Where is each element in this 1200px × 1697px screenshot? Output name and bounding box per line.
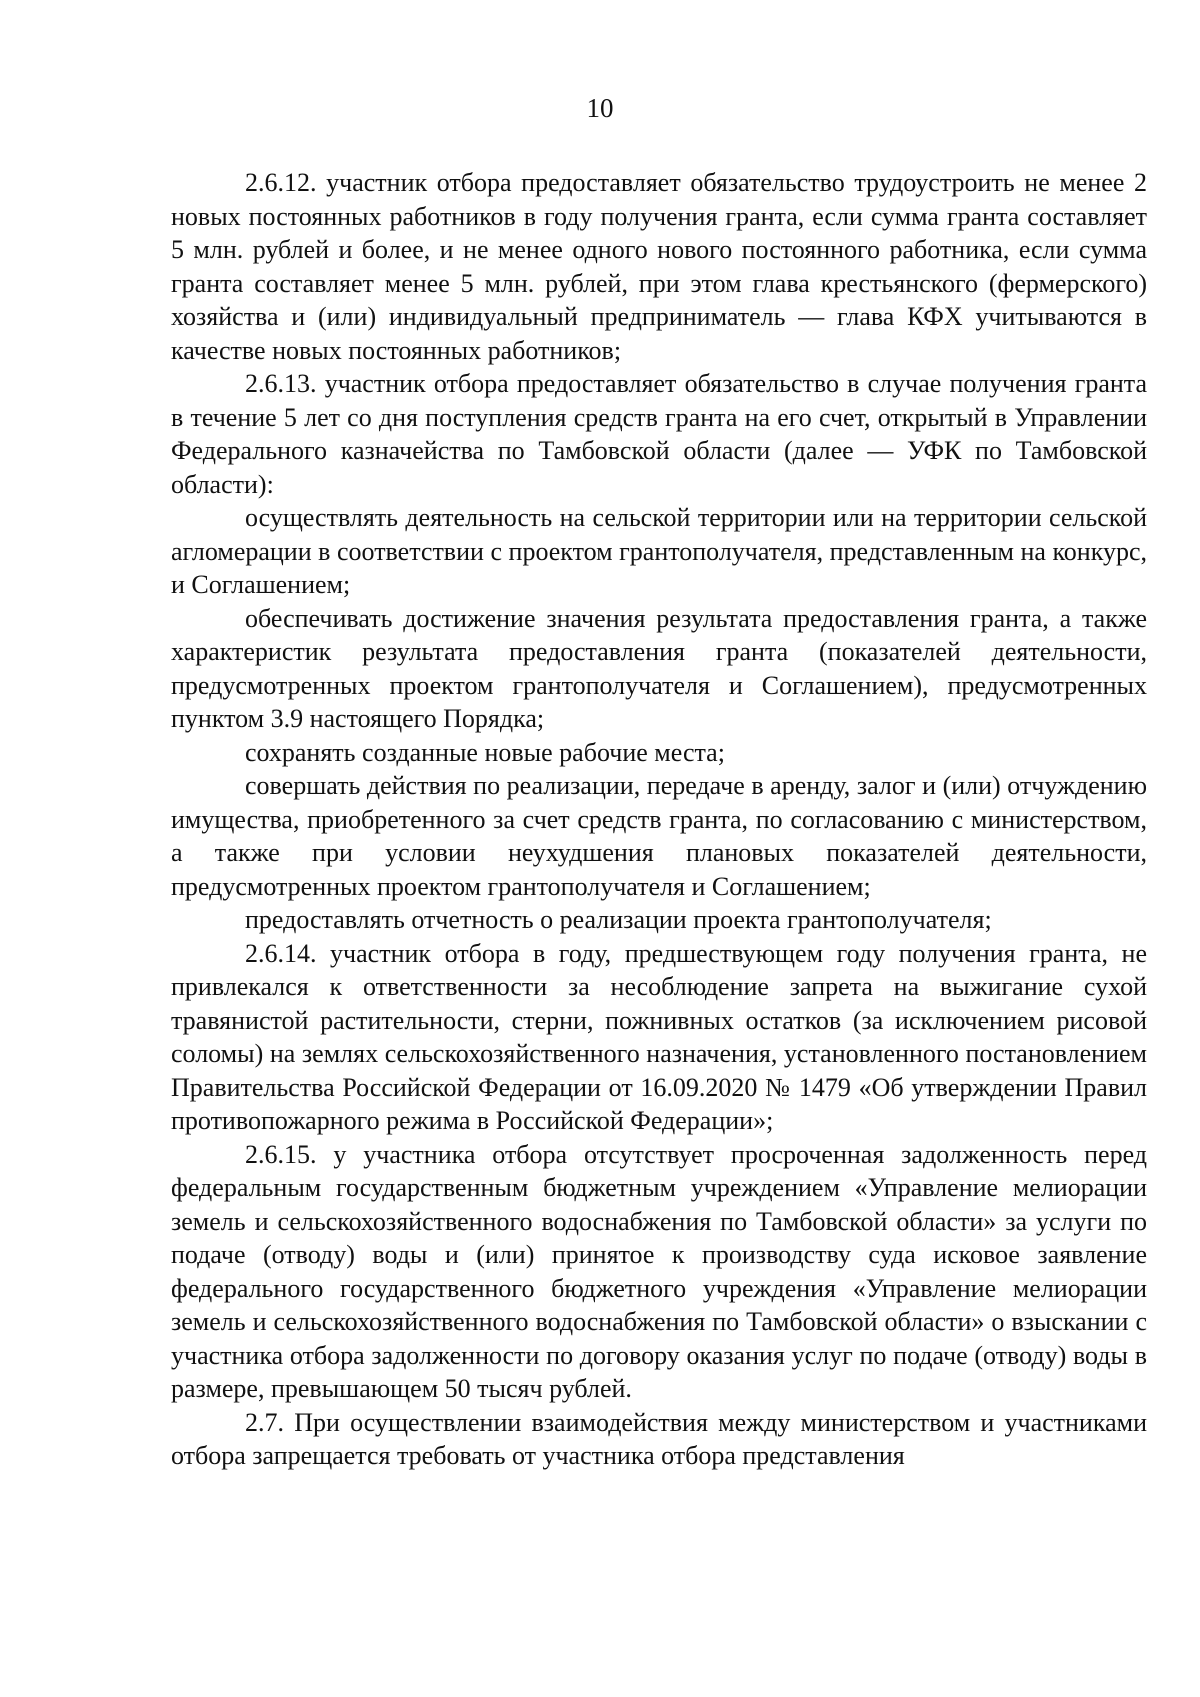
paragraph: 2.7. При осуществлении взаимодействия между министерством и участниками отбора запрещается требовать от участника отбора представления	[171, 1407, 1147, 1470]
paragraph: 2.6.15. у участника отбора отсутствует просроченная задолженность перед федеральным государственным бюджетным учреждением «Управление мелиорации земель и сельскохозяйственного водоснабжения по Тамбовской области» за услуги по подаче (отводу) воды и (или) принятое к производству суда исковое заявление федерального государственного бюджетного учреждения «Управление мелиорации земель и сельскохозяйственного водоснабжения по Тамбовской области» о взыскании с участника отбора задолженности по договору оказания услуг по подаче (отводу) воды в размере, превышающем 50 тысяч рублей.	[171, 1139, 1147, 1403]
paragraph: сохранять созданные новые рабочие места;	[245, 737, 725, 767]
paragraph: совершать действия по реализации, передаче в аренду, залог и (или) отчуждению имущества, приобретенного за счет средств гранта, по согласованию с министерством, а также при условии неухудшения плановых показателей деятельности, предусмотренных проектом грантополучателя и Соглашением;	[171, 771, 1147, 901]
paragraph: 2.6.12. участник отбора предоставляет обязательство трудоустроить не менее 2 новых постоянных работников в году получения гранта, если сумма гранта составляет 5 млн. рублей и более, и не менее одного нового постоянного работника, если сумма гранта составляет менее 5 млн. рублей, при этом глава крестьянского (фермерского) хозяйства и (или) индивидуальный предприниматель — глава КФХ учитываются в качестве новых постоянных работников;	[171, 168, 1147, 365]
paragraph: обеспечивать достижение значения результата предоставления гранта, а также характеристик результата предоставления гранта (показателей деятельности, предусмотренных проектом грантополучателя и Соглашением), предусмотренных пунктом 3.9 настоящего Порядка;	[171, 603, 1147, 733]
paragraph: осуществлять деятельность на сельской территории или на территории сельской агломерации в соответствии с проектом грантополучателя, представленным на конкурс, и Соглашением;	[171, 503, 1147, 599]
document-body	[171, 166, 1147, 1473]
paragraph: 2.6.14. участник отбора в году, предшествующем году получения гранта, не привлекался к ответственности за несоблюдение запрета на выжигание сухой травянистой растительности, стерни, пожнивных остатков (за исключением рисовой соломы) на землях сельскохозяйственного назначения, установленного постановлением Правительства Российской Федерации от 16.09.2020 № 1479 «Об утверждении Правил противопожарного режима в Российской Федерации»;	[171, 938, 1147, 1135]
paragraph: предоставлять отчетность о реализации проекта грантополучателя;	[245, 905, 992, 934]
paragraph: 2.6.13. участник отбора предоставляет обязательство в случае получения гранта в течение 5 лет со дня поступления средств гранта на его счет, открытый в Управлении Федерального казначейства по Тамбовской области (далее — УФК по Тамбовской области):	[171, 369, 1147, 499]
page-number: 10	[586, 93, 614, 123]
